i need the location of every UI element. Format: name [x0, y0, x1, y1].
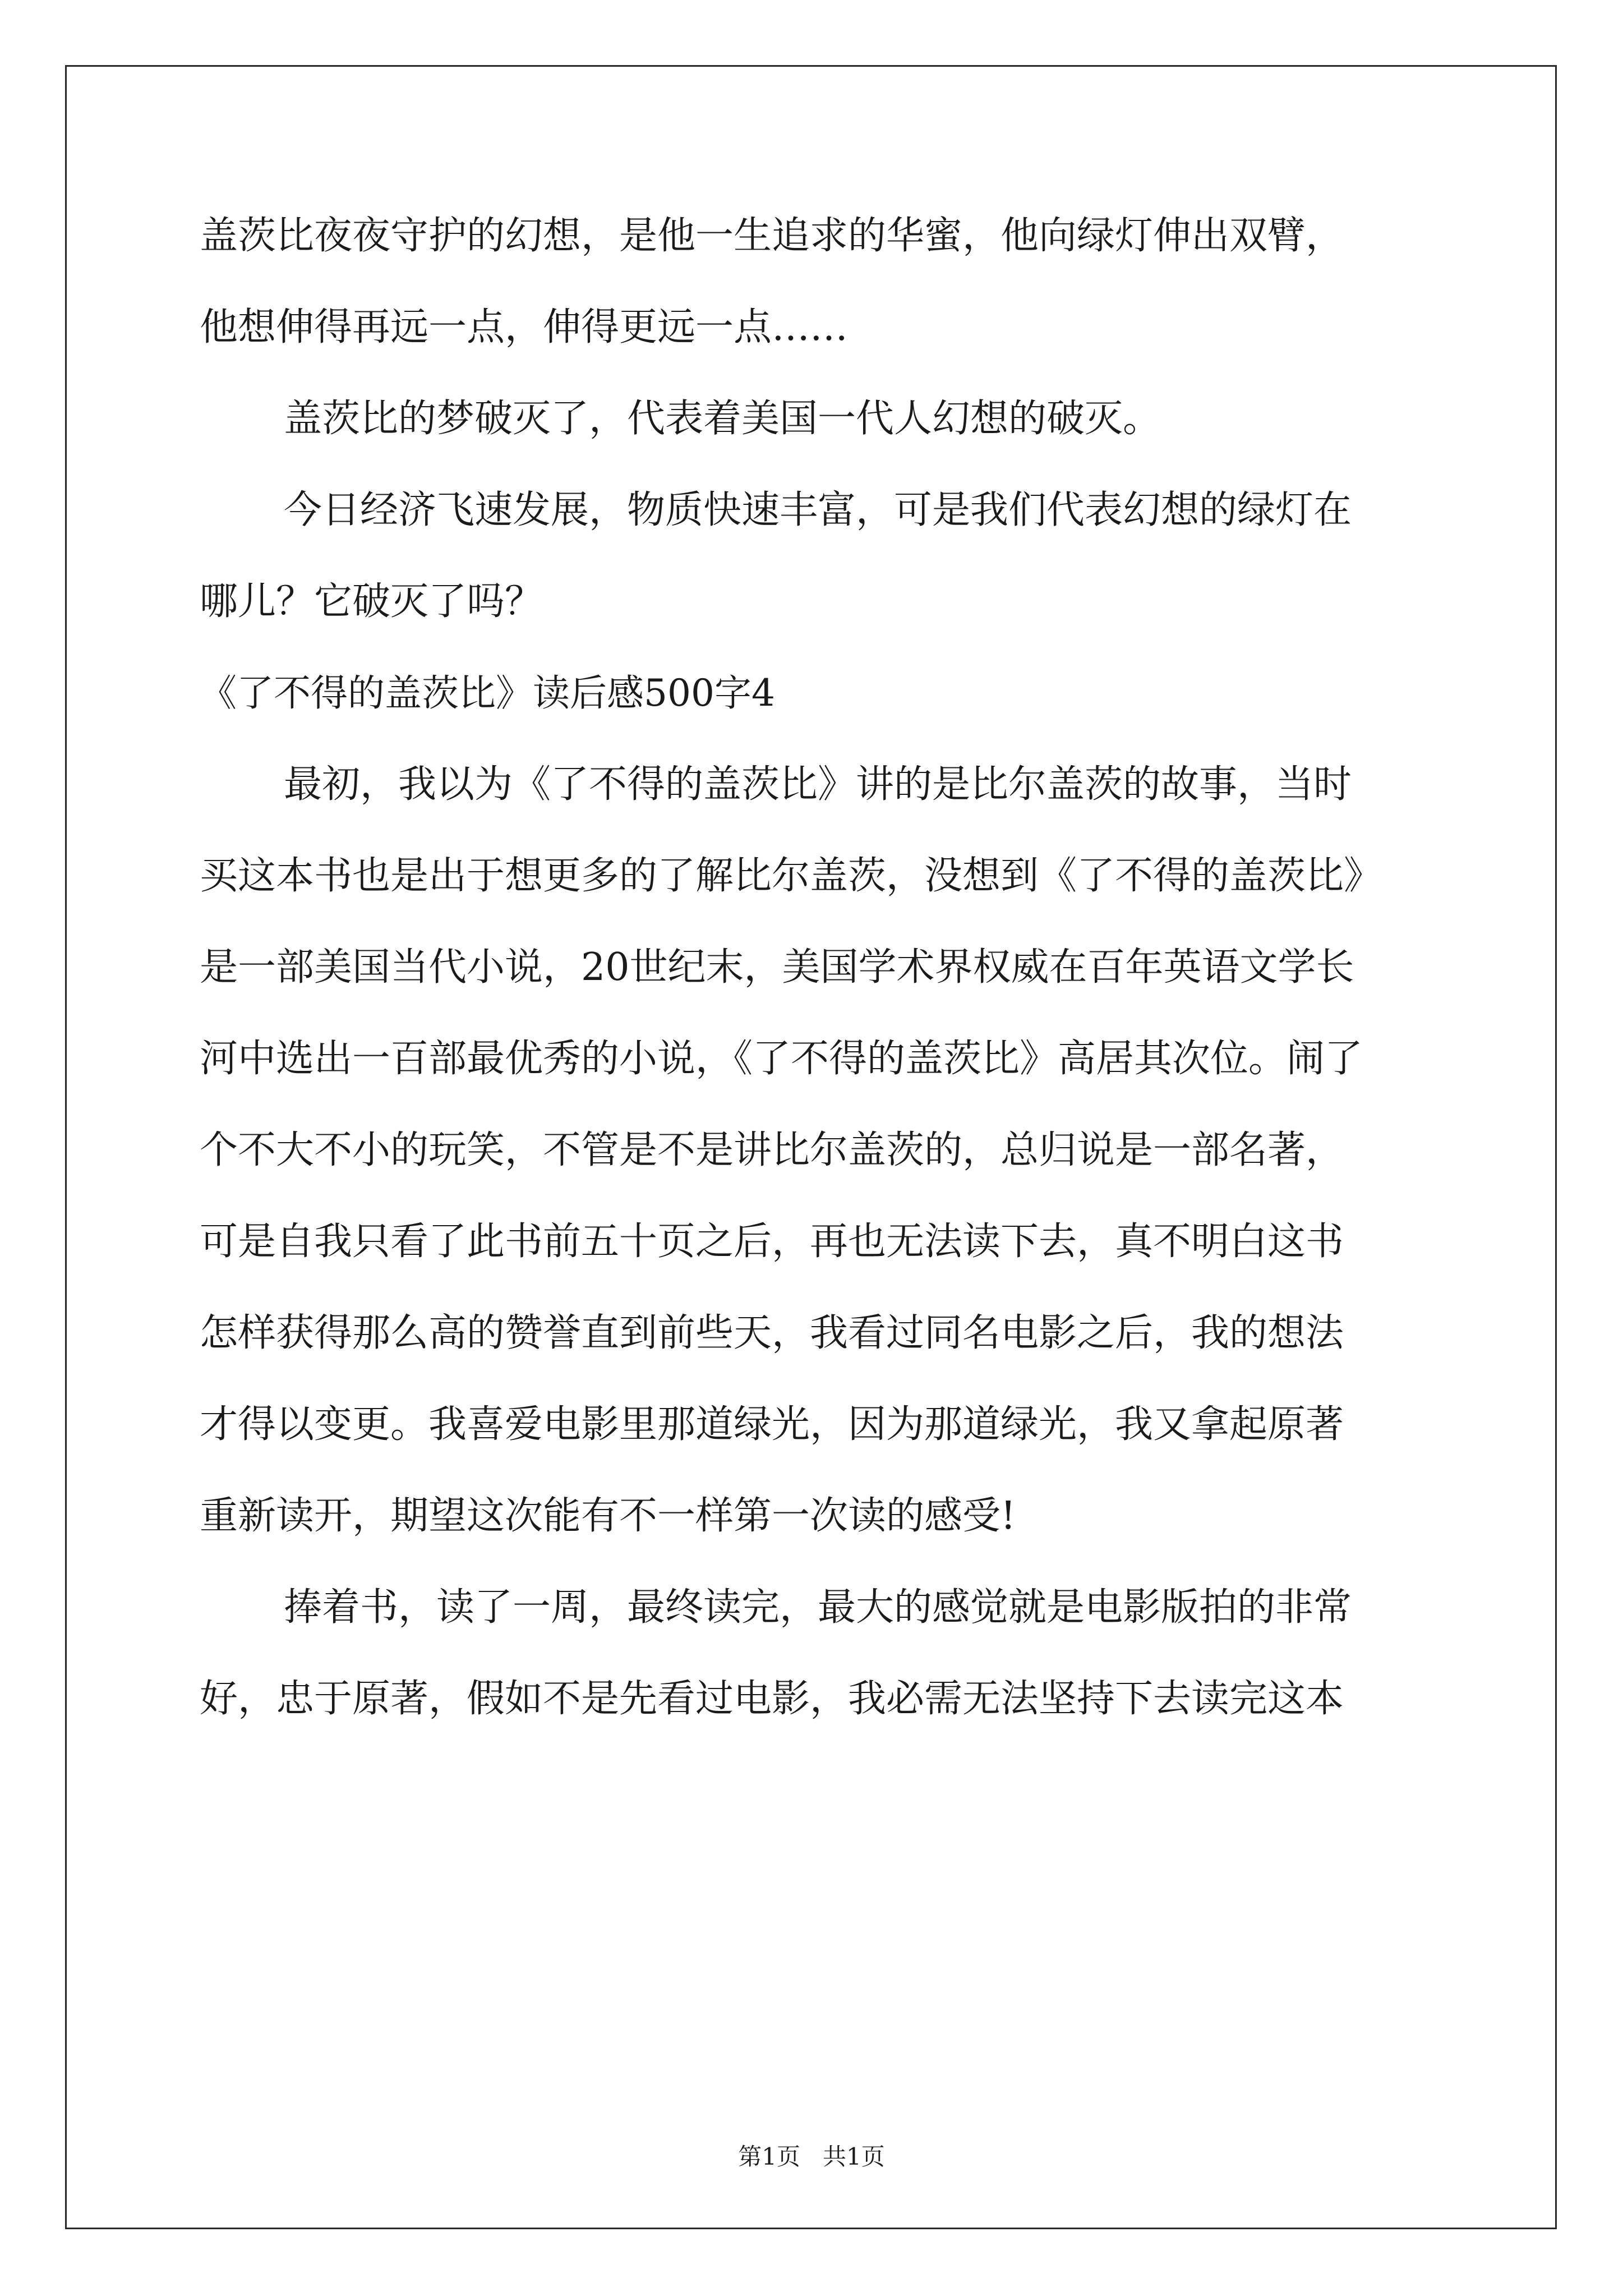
paragraph-line: 盖茨比夜夜守护的幻想，是他一生追求的华蜜，他向绿灯伸出双臂，: [200, 214, 1344, 258]
paragraph-line: 怎样获得那么高的赞誉直到前些天，我看过同名电影之后，我的想法: [200, 1311, 1344, 1355]
section-heading: 《了不得的盖茨比》读后感500字4: [200, 671, 775, 715]
paragraph-line: 盖茨比的梦破灭了，代表着美国一代人幻想的破灭。: [284, 397, 1161, 441]
page-footer: 第1页 共1页: [738, 2143, 885, 2170]
paragraph-line: 个不大不小的玩笑，不管是不是讲比尔盖茨的，总归说是一部名著，: [200, 1128, 1344, 1172]
paragraph-line: 是一部美国当代小说，20世纪末，美国学术界权威在百年英语文学长: [200, 945, 1354, 990]
paragraph-line: 他想伸得再远一点，伸得更远一点……: [200, 305, 849, 349]
paragraph-line: 哪儿？它破灭了吗？: [200, 579, 543, 624]
paragraph-line: 好，忠于原著，假如不是先看过电影，我必需无法坚持下去读完这本: [200, 1677, 1344, 1721]
paragraph-line: 捧着书，读了一周，最终读完，最大的感觉就是电影版拍的非常: [284, 1585, 1352, 1630]
paragraph-line: 最初，我以为《了不得的盖茨比》讲的是比尔盖茨的故事，当时: [284, 762, 1352, 807]
paragraph-line: 今日经济飞速发展，物质快速丰富，可是我们代表幻想的绿灯在: [284, 488, 1352, 532]
paragraph-line: 重新读开，期望这次能有不一样第一次读的感受!: [200, 1494, 1016, 1538]
paragraph-line: 才得以变更。我喜爱电影里那道绿光，因为那道绿光，我又拿起原著: [200, 1402, 1344, 1447]
paragraph-line: 买这本书也是出于想更多的了解比尔盖茨，没想到《了不得的盖茨比》: [200, 854, 1382, 898]
paragraph-line: 河中选出一百部最优秀的小说，《了不得的盖茨比》高居其次位。闹了: [200, 1037, 1363, 1081]
paragraph-line: 可是自我只看了此书前五十页之后，再也无法读下去，真不明白这书: [200, 1220, 1344, 1264]
